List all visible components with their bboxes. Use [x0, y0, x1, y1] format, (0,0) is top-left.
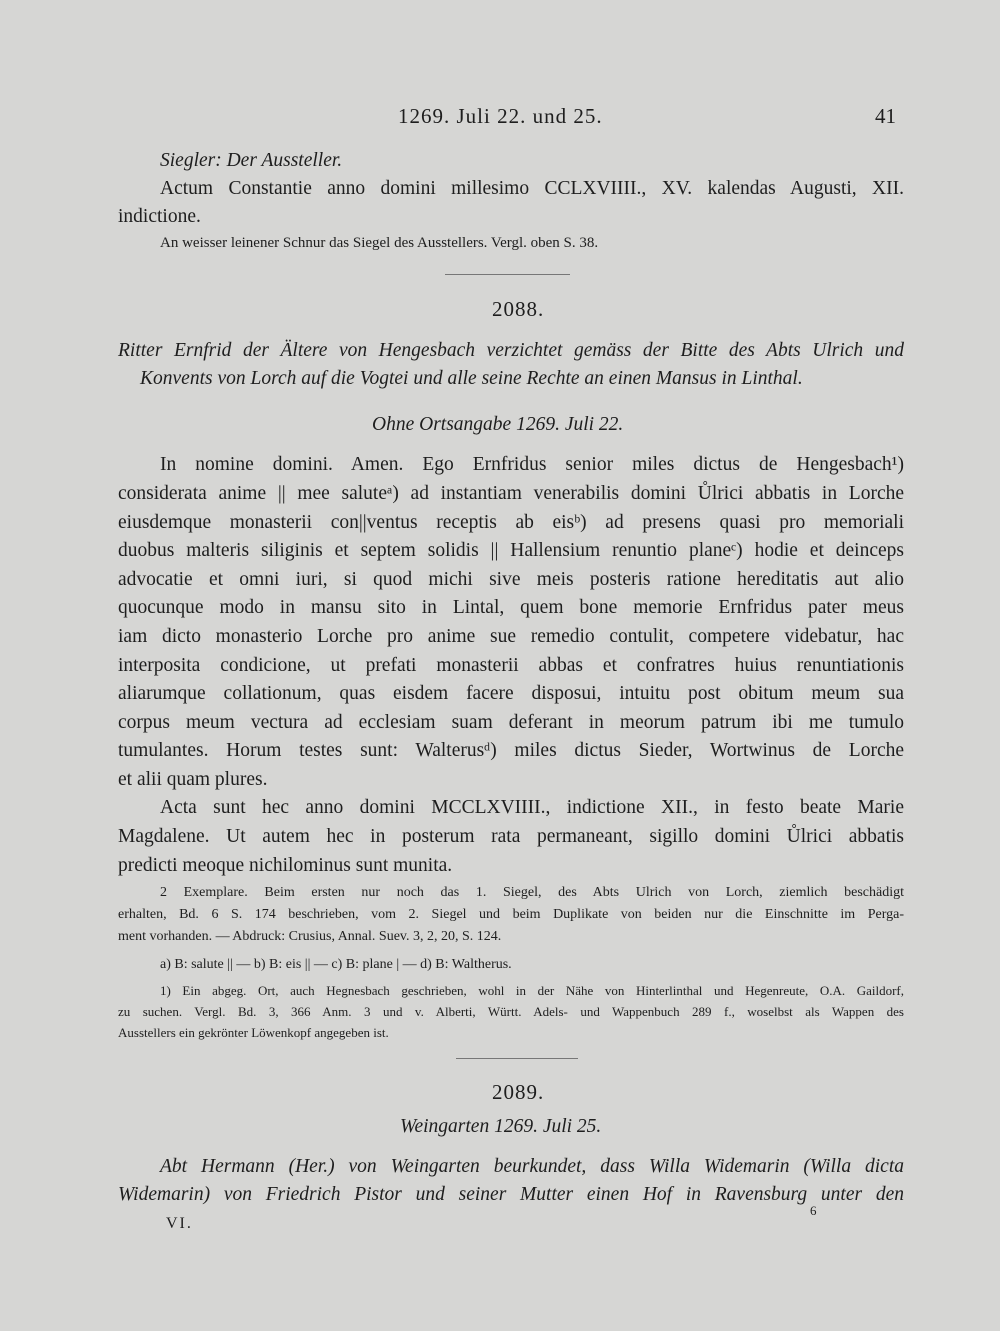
text-line: advocatie et omni iuri, si quod michi sive meis posteris ratione hereditatis aut alio: [118, 569, 904, 590]
text-line: interposita condicione, ut prefati monasterii abbas et confratres huius renuntiationis: [118, 655, 904, 676]
text-line: tumulantes. Horum testes sunt: Walterusᵈ) miles dictus Sieder, Wortwinus de Lorche: [118, 740, 904, 761]
signature-mark: VI.: [166, 1215, 193, 1232]
footnote-line: Ausstellers ein gekrönter Löwenkopf angegeben ist.: [118, 1025, 389, 1040]
text-line: eiusdemque monasterii con||ventus receptis ab eisᵇ) ad presens quasi pro memoriali: [118, 512, 904, 533]
place-date: Weingarten 1269. Juli 25.: [400, 1116, 602, 1137]
footnote-line: zu suchen. Vergl. Bd. 3, 366 Anm. 3 und v. Alberti, Württ. Adels- und Wappenbuch 289 f., woselbst als Wappen des: [118, 1004, 904, 1019]
text-line: iam dicto monasterio Lorche pro anime sue remedio contulit, competere videbatur, hac: [118, 626, 904, 647]
note-line: erhalten, Bd. 6 S. 174 beschrieben, vom 2. Siegel und beim Duplikate von beiden nur die Einschnitte im Perga-: [118, 907, 904, 922]
actum-line-2: indictione.: [118, 206, 201, 227]
divider: [445, 274, 570, 275]
document-number: 2088.: [492, 297, 545, 321]
text-line: corpus meum vectura ad ecclesiam suam deferant in meorum patrum ibi me tumulo: [118, 712, 904, 733]
note-line: 2 Exemplare. Beim ersten nur noch das 1. Siegel, des Abts Ulrich von Lorch, ziemlich beschädigt: [160, 885, 904, 900]
text-line: aliarumque collationum, quas eisdem facere disposui, intuitu post obitum meum sua: [118, 683, 904, 704]
actum-line-1: Actum Constantie anno domini millesimo CCLXVIIII., XV. kalendas Augusti, XII.: [160, 178, 904, 199]
signature-number: 6: [810, 1203, 817, 1218]
text-line: quocunque modo in mansu sito in Lintal, quem bone memorie Ernfridus pater meus: [118, 597, 904, 618]
text-line: et alii quam plures.: [118, 769, 268, 790]
seal-note: An weisser leinener Schnur das Siegel des Ausstellers. Vergl. oben S. 38.: [160, 235, 599, 251]
text-line: Acta sunt hec anno domini MCCLXVIIII., indictione XII., in festo beate Marie: [160, 797, 904, 818]
text-line: considerata anime || mee saluteᵃ) ad instantiam venerabilis domini Ůlrici abbatis in Lorche: [118, 483, 904, 504]
regest-line-1: Ritter Ernfrid der Ältere von Hengesbach verzichtet gemäss der Bitte des Abts Ulrich und: [118, 340, 904, 361]
text-line: Magdalene. Ut autem hec in posterum rata permaneant, sigillo domini Ůlrici abbatis: [118, 826, 904, 847]
note-line: ment vorhanden. — Abdruck: Crusius, Annal. Suev. 3, 2, 20, S. 124.: [118, 929, 502, 944]
text-line: duobus malteris siliginis et septem solidis || Hallensium renuntio planeᶜ) hodie et deinceps: [118, 540, 904, 561]
footnote-line: 1) Ein abgeg. Ort, auch Hegnesbach geschrieben, wohl in der Nähe von Hinterlinthal und Hegenreute, O.A. Gaildorf,: [160, 983, 904, 998]
page-number: 41: [875, 104, 896, 128]
siegler-line: Siegler: Der Aussteller.: [160, 150, 343, 171]
regest-line-2: Widemarin) von Friedrich Pistor und seiner Mutter einen Hof in Ravensburg unter den: [118, 1184, 904, 1205]
variants-line: a) B: salute || — b) B: eis || — c) B: plane | — d) B: Waltherus.: [160, 957, 512, 972]
divider: [456, 1058, 578, 1059]
text-line: predicti meoque nichilominus sunt munita.: [118, 855, 453, 876]
running-header: 1269. Juli 22. und 25.: [398, 104, 603, 128]
text-line: In nomine domini. Amen. Ego Ernfridus senior miles dictus de Hengesbach¹): [160, 454, 904, 475]
document-number: 2089.: [492, 1080, 545, 1104]
place-date: Ohne Ortsangabe 1269. Juli 22.: [372, 414, 624, 435]
regest-line-2: Konvents von Lorch auf die Vogtei und alle seine Rechte an einen Mansus in Linthal.: [140, 368, 803, 389]
regest-line-1: Abt Hermann (Her.) von Weingarten beurkundet, dass Willa Widemarin (Willa dicta: [160, 1156, 904, 1177]
